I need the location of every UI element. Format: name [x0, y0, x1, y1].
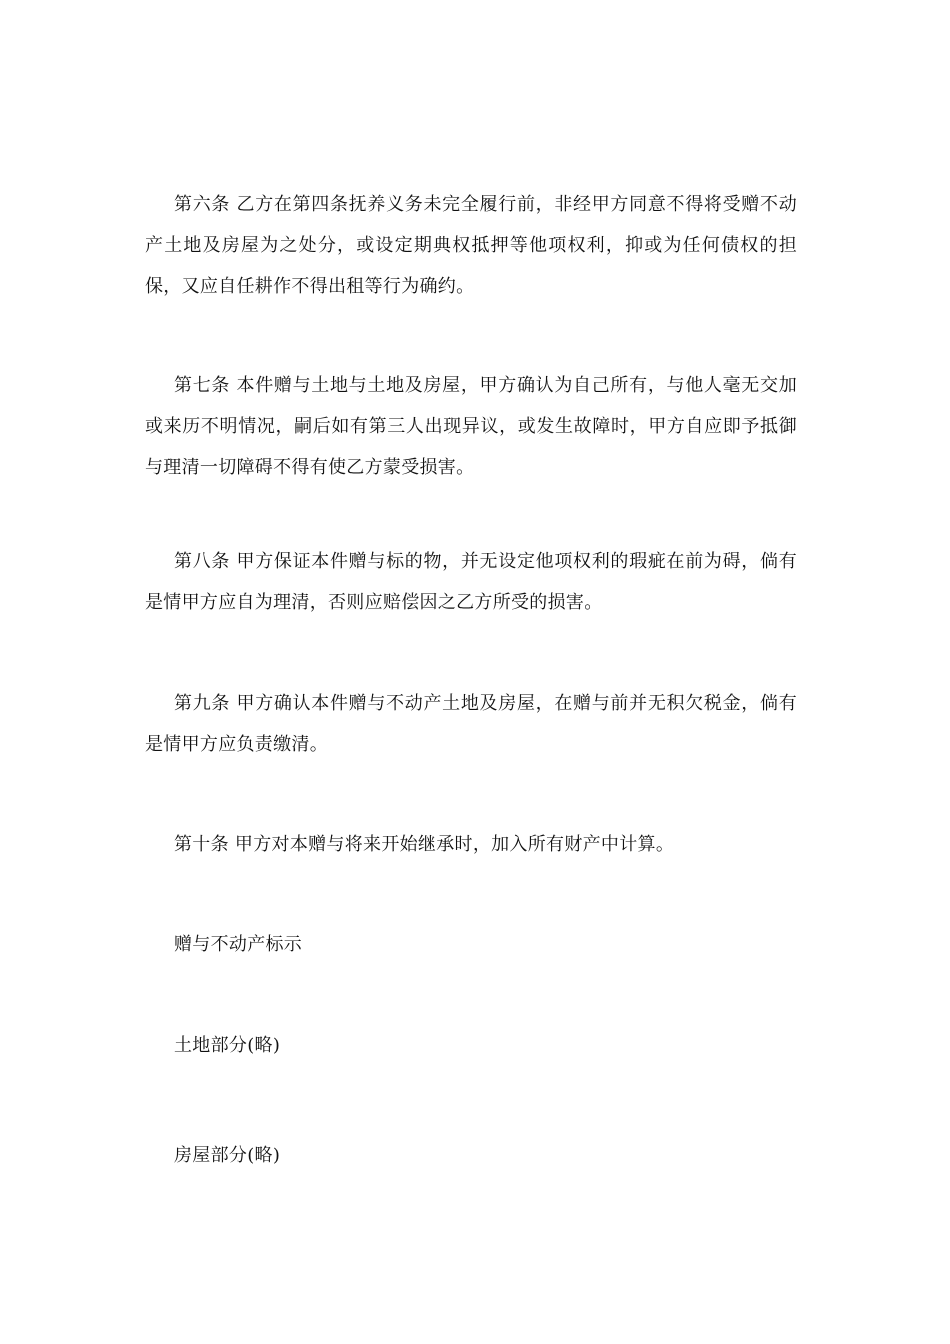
article-10-paragraph: 第十条 甲方对本赠与将来开始继承时，加入所有财产中计算。: [174, 834, 675, 855]
land-section-line: 土地部分(略): [174, 1035, 281, 1056]
gift-property-heading: 赠与不动产标示: [174, 934, 303, 955]
article-6-paragraph: 第六条 乙方在第四条抚养义务未完全履行前，非经甲方同意不得将受赠不动产土地及房屋为之处分，或设定期典权抵押等他项权利，抑或为任何债权的担保，又应自任耕作不得出租等行为确约。: [145, 194, 797, 297]
house-section-line: 房屋部分(略): [174, 1145, 281, 1166]
article-9-paragraph: 第九条 甲方确认本件赠与不动产土地及房屋，在赠与前并无积欠税金，倘有是情甲方应负责缴清。: [145, 693, 797, 755]
article-8-paragraph: 第八条 甲方保证本件赠与标的物，并无设定他项权利的瑕疵在前为碍，倘有是情甲方应自为理清，否则应赔偿因之乙方所受的损害。: [145, 551, 797, 613]
article-7-paragraph: 第七条 本件赠与土地与土地及房屋，甲方确认为自己所有，与他人毫无交加或来历不明情况，嗣后如有第三人出现异议，或发生故障时，甲方自应即予抵御与理清一切障碍不得有使乙方蒙受损害。: [145, 375, 797, 478]
